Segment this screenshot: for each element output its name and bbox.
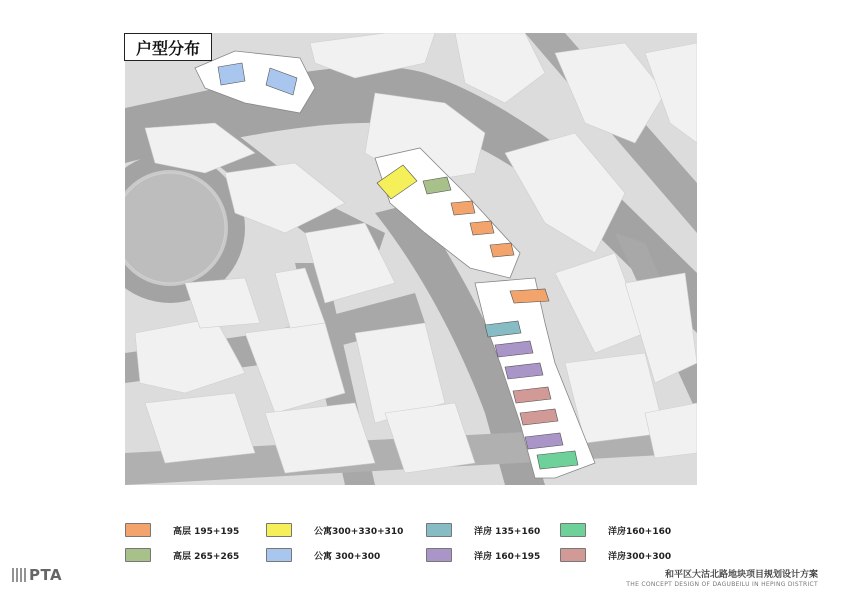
project-title-en: THE CONCEPT DESIGN OF DAGUBEILU IN HEPING DISTRICT bbox=[626, 581, 818, 588]
legend-item-villa-160-160 bbox=[560, 522, 671, 538]
legend-label: 洋房160+160 bbox=[608, 526, 672, 537]
legend-label: 洋房 135+160 bbox=[474, 526, 541, 537]
legend-item-villa-300 bbox=[560, 547, 671, 563]
site-map bbox=[125, 33, 697, 485]
legend-label: 高层 195+195 bbox=[173, 526, 240, 537]
legend-swatch bbox=[266, 548, 292, 562]
legend-swatch bbox=[266, 523, 292, 537]
legend-item-villa-135 bbox=[426, 522, 540, 538]
legend-swatch bbox=[426, 548, 452, 562]
brand-text: PTA bbox=[29, 566, 63, 584]
legend-label: 洋房300+300 bbox=[608, 551, 672, 562]
project-title-cn: 和平区大沽北路地块项目规划设计方案 bbox=[664, 570, 818, 580]
legend-item-highrise-265 bbox=[125, 547, 239, 563]
legend-label: 高层 265+265 bbox=[173, 551, 240, 562]
legend-swatch bbox=[125, 523, 151, 537]
legend-item-apartment-300-330-310 bbox=[266, 522, 403, 538]
legend-item-highrise-195 bbox=[125, 522, 239, 538]
qr-icon bbox=[12, 568, 26, 582]
legend-swatch bbox=[560, 523, 586, 537]
legend-swatch bbox=[125, 548, 151, 562]
legend-label: 洋房 160+195 bbox=[474, 551, 541, 562]
legend-label: 公寓 300+300 bbox=[314, 551, 381, 562]
legend-item-apartment-300 bbox=[266, 547, 380, 563]
legend-label: 公寓300+330+310 bbox=[314, 526, 404, 537]
page-title: 户型分布 bbox=[124, 33, 212, 61]
legend-swatch bbox=[560, 548, 586, 562]
legend-item-villa-160-195 bbox=[426, 547, 540, 563]
pta-logo bbox=[12, 566, 62, 584]
legend-swatch bbox=[426, 523, 452, 537]
